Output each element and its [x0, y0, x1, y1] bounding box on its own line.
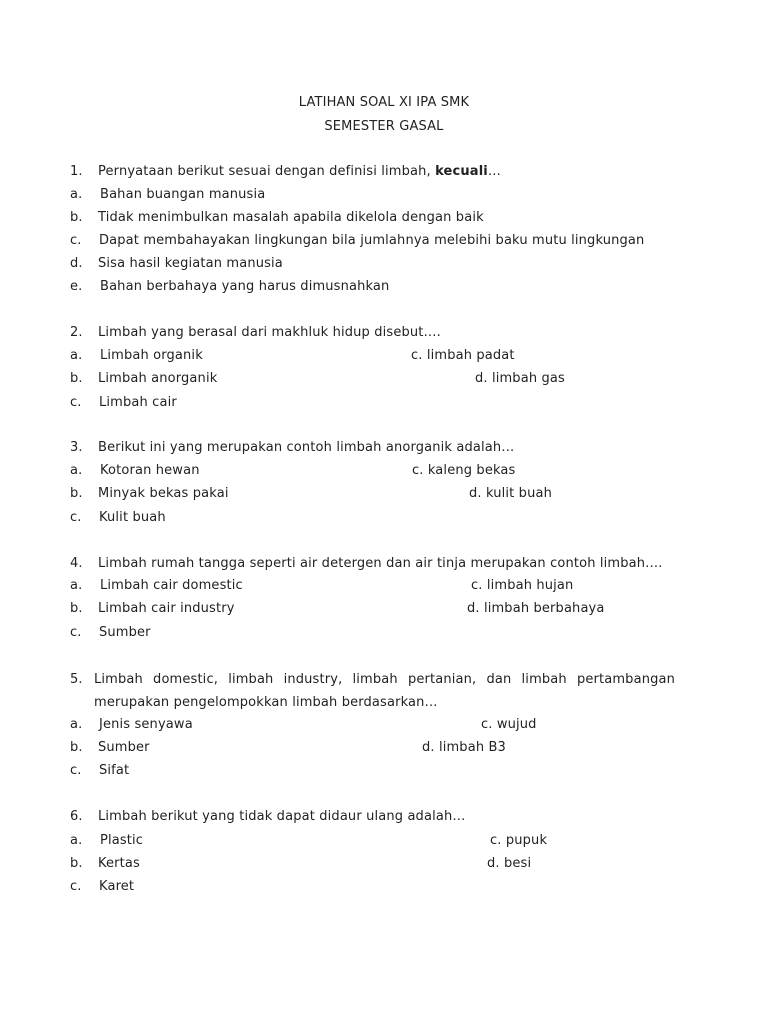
question-emphasis: kecuali	[435, 164, 488, 179]
question-text	[98, 164, 501, 179]
option-text-right: c. kaleng bekas	[412, 463, 516, 478]
option-row	[0, 717, 768, 737]
option-label: e.	[70, 279, 83, 294]
option-text: Sumber	[99, 625, 151, 640]
option-row	[0, 763, 768, 783]
option-text-right: d. limbah berbahaya	[467, 601, 605, 616]
document-title: LATIHAN SOAL XI IPA SMK	[298, 95, 470, 110]
option-label: b.	[70, 371, 83, 386]
option-text: Kertas	[98, 856, 140, 871]
option-text: Kotoran hewan	[100, 463, 200, 478]
option-text: Bahan buangan manusia	[100, 187, 266, 202]
option-text-right: c. limbah hujan	[471, 578, 574, 593]
question-text-part: Pernyataan berikut sesuai dengan definisi limbah,	[98, 164, 436, 179]
option-row	[0, 463, 768, 483]
option-text-right: d. besi	[487, 856, 532, 871]
question-text: Limbah berikut yang tidak dapat didaur ulang adalah…	[98, 809, 466, 824]
question-1-stem	[0, 164, 768, 184]
option-label: b.	[70, 486, 83, 501]
option-text: Bahan berbahaya yang harus dimusnahkan	[100, 279, 390, 294]
option-row	[0, 279, 768, 299]
option-label: c.	[70, 510, 82, 525]
option-row	[0, 486, 768, 506]
option-text-right: d. limbah gas	[475, 371, 565, 386]
question-text: Limbah yang berasal dari makhluk hidup disebut….	[98, 325, 441, 340]
option-text: Tidak menimbulkan masalah apabila dikelola dengan baik	[98, 210, 484, 225]
option-label: c.	[70, 879, 82, 894]
option-label: b.	[70, 856, 83, 871]
document-subtitle: SEMESTER GASAL	[324, 119, 444, 134]
question-text-ellipsis: …	[487, 164, 502, 179]
question-4-stem	[0, 556, 768, 576]
option-label: b.	[70, 210, 83, 225]
option-label: c.	[70, 625, 82, 640]
question-text-line-2: merupakan pengelompokkan limbah berdasarkan…	[94, 695, 438, 710]
question-3-stem	[0, 440, 768, 460]
option-text: Sifat	[99, 763, 130, 778]
question-text: Berikut ini yang merupakan contoh limbah anorganik adalah…	[98, 440, 515, 455]
question-text-line-1	[70, 668, 675, 691]
option-row	[0, 395, 768, 415]
option-row	[0, 256, 768, 276]
option-text: Sumber	[98, 740, 150, 755]
option-text: Limbah cair industry	[98, 601, 235, 616]
question-number: 4.	[70, 556, 83, 571]
option-text-right: c. pupuk	[490, 833, 548, 848]
option-label: b.	[70, 740, 83, 755]
option-row	[0, 601, 768, 621]
option-text: Limbah organik	[100, 348, 203, 363]
option-label: c.	[70, 395, 82, 410]
option-row	[0, 879, 768, 899]
question-number: 6.	[70, 809, 83, 824]
option-text: Jenis senyawa	[99, 717, 193, 732]
question-text: Limbah rumah tangga seperti air detergen dan air tinja merupakan contoh limbah….	[98, 556, 663, 571]
option-text: Dapat membahayakan lingkungan bila jumlahnya melebihi baku mutu lingkungan	[99, 233, 645, 248]
option-label: a.	[70, 348, 83, 363]
option-row	[0, 371, 768, 391]
question-number: 2.	[70, 325, 83, 340]
option-row	[0, 210, 768, 230]
option-text-right: d. kulit buah	[469, 486, 552, 501]
option-row	[0, 578, 768, 598]
question-number: 3.	[70, 440, 83, 455]
option-text: Minyak bekas pakai	[98, 486, 229, 501]
option-label: c.	[70, 763, 82, 778]
question-text: Limbah domestic, limbah industry, limbah pertanian, dan limbah pertambangan	[94, 672, 675, 687]
option-text-right: d. limbah B3	[422, 740, 506, 755]
option-row	[0, 510, 768, 530]
option-text: Karet	[99, 879, 135, 894]
option-text: Plastic	[100, 833, 144, 848]
option-label: a.	[70, 833, 83, 848]
option-label: a.	[70, 187, 83, 202]
question-number: 1.	[70, 164, 83, 179]
option-row	[0, 187, 768, 207]
option-row	[0, 833, 768, 853]
option-text: Sisa hasil kegiatan manusia	[98, 256, 283, 271]
option-label: a.	[70, 578, 83, 593]
option-text-right: c. limbah padat	[411, 348, 515, 363]
question-6-stem	[0, 809, 768, 829]
option-row	[0, 856, 768, 876]
option-label: a.	[70, 463, 83, 478]
option-label: d.	[70, 256, 83, 271]
option-row	[0, 233, 768, 253]
option-text: Limbah anorganik	[98, 371, 218, 386]
option-row	[0, 348, 768, 368]
option-text: Kulit buah	[99, 510, 166, 525]
option-text: Limbah cair domestic	[100, 578, 243, 593]
option-label: b.	[70, 601, 83, 616]
option-label: a.	[70, 717, 83, 732]
option-row	[0, 740, 768, 760]
question-2-stem	[0, 325, 768, 345]
question-5-stem	[70, 668, 675, 714]
option-label: c.	[70, 233, 82, 248]
question-number: 5.	[70, 672, 83, 687]
option-text: Limbah cair	[99, 395, 177, 410]
option-row	[0, 625, 768, 645]
option-text-right: c. wujud	[481, 717, 537, 732]
